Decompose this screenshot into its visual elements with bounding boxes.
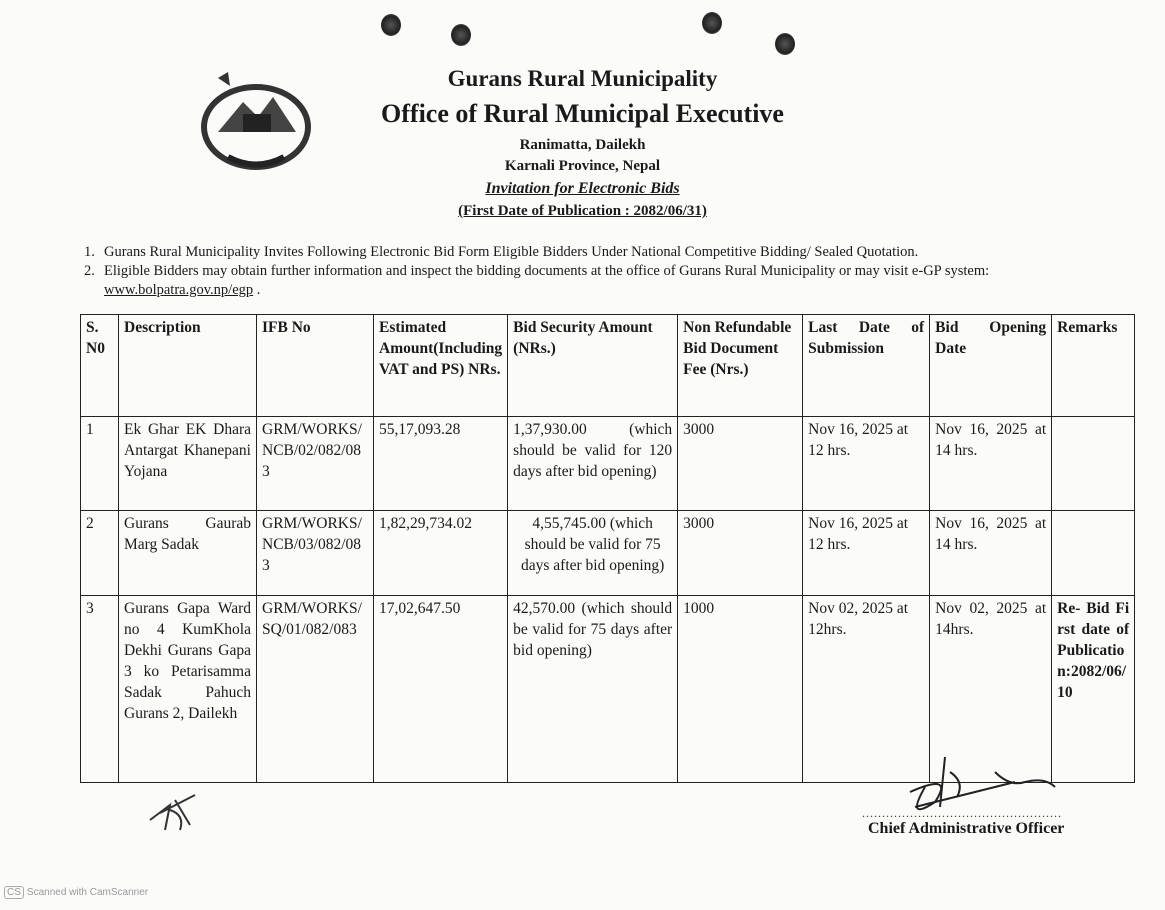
paragraph-text: Eligible Bidders may obtain further information and inspect the bidding documents at the office of Gurans Rural Municipality or may visit e-GP system:	[104, 263, 990, 279]
header-remarks: Remarks	[1052, 315, 1135, 417]
punch-hole	[381, 14, 401, 36]
cell-fee: 3000	[678, 417, 803, 511]
paragraph-text: Gurans Rural Municipality Invites Following Electronic Bid Form Eligible Bidders Under National Competitive Bidding/ Sealed Quotation.	[104, 244, 919, 260]
paragraph-number: 2.	[84, 263, 95, 279]
office-name: Office of Rural Municipal Executive	[381, 99, 784, 128]
cell-sno: 3	[81, 596, 119, 783]
camscanner-logo-icon: CS	[4, 886, 24, 899]
scanner-watermark	[4, 886, 148, 899]
cell-last-date: Nov 16, 2025 at 12 hrs.	[803, 511, 930, 596]
cell-opening-date: Nov 16, 2025 at 14 hrs.	[930, 417, 1052, 511]
cell-sno: 2	[81, 511, 119, 596]
cell-ifb: GRM/WORKS/NCB/02/082/083	[257, 417, 374, 511]
paragraph-1	[84, 243, 1084, 262]
header-estimated-amount: Estimated Amount(Including VAT and PS) NRs.	[374, 315, 508, 417]
cell-ifb: GRM/WORKS/SQ/01/082/083	[257, 596, 374, 783]
punch-hole	[451, 24, 471, 46]
bids-table	[80, 314, 1135, 783]
paragraph-2	[84, 262, 1084, 300]
publication-date: (First Date of Publication : 2082/06/31)	[458, 203, 707, 219]
cell-remarks: Re- Bid First date of Publication:2082/06/10	[1052, 596, 1135, 783]
address-line-1: Ranimatta, Dailekh	[519, 137, 646, 153]
cell-fee: 1000	[678, 596, 803, 783]
cell-estimated: 1,82,29,734.02	[374, 511, 508, 596]
header-last-date: Last Date of Submission	[803, 315, 930, 417]
period: .	[256, 282, 261, 298]
header-description: Description	[119, 315, 257, 417]
header-doc-fee: Non Refundable Bid Document Fee (Nrs.)	[678, 315, 803, 417]
punch-hole	[702, 12, 722, 34]
initials-signature	[140, 785, 210, 835]
signatory-title: Chief Administrative Officer	[868, 820, 1065, 837]
cell-bid-security: 4,55,745.00 (which should be valid for 75 days after bid opening)	[508, 511, 678, 596]
notice-title: Invitation for Electronic Bids	[485, 180, 680, 197]
table-row	[81, 511, 1135, 596]
cell-ifb: GRM/WORKS/NCB/03/082/083	[257, 511, 374, 596]
cell-estimated: 55,17,093.28	[374, 417, 508, 511]
header-ifb: IFB No	[257, 315, 374, 417]
watermark-text: Scanned with CamScanner	[26, 887, 149, 898]
paragraph-number: 1.	[84, 244, 95, 260]
table-row	[81, 417, 1135, 511]
cell-opening-date: Nov 16, 2025 at 14 hrs.	[930, 511, 1052, 596]
cell-sno: 1	[81, 417, 119, 511]
cell-bid-security: 1,37,930.00 (which should be valid for 120 days after bid opening)	[508, 417, 678, 511]
header-opening-date: Bid Opening Date	[930, 315, 1052, 417]
egp-link[interactable]: www.bolpatra.gov.np/egp	[104, 282, 254, 298]
header-sno: S. N0	[81, 315, 119, 417]
signature-line: ..................................................	[862, 806, 1062, 820]
cell-last-date: Nov 16, 2025 at 12 hrs.	[803, 417, 930, 511]
punch-hole	[775, 33, 795, 55]
cell-remarks	[1052, 417, 1135, 511]
cell-last-date: Nov 02, 2025 at 12hrs.	[803, 596, 930, 783]
cell-remarks	[1052, 511, 1135, 596]
cell-opening-date: Nov 02, 2025 at 14hrs.	[930, 596, 1052, 783]
address-line-2: Karnali Province, Nepal	[504, 158, 661, 174]
cell-description: Gurans Gapa Ward no 4 KumKhola Dekhi Gurans Gapa 3 ko Petarisamma Sadak Pahuch Gurans 2, Dailekh	[119, 596, 257, 783]
table-header-row	[81, 315, 1135, 417]
cell-estimated: 17,02,647.50	[374, 596, 508, 783]
header-bid-security: Bid Security Amount (NRs.)	[508, 315, 678, 417]
cell-description: Gurans Gaurab Marg Sadak	[119, 511, 257, 596]
cell-description: Ek Ghar EK Dhara Antargat Khanepani Yojana	[119, 417, 257, 511]
cell-bid-security: 42,570.00 (which should be valid for 75 days after bid opening)	[508, 596, 678, 783]
org-name: Gurans Rural Municipality	[447, 66, 718, 91]
cell-fee: 3000	[678, 511, 803, 596]
